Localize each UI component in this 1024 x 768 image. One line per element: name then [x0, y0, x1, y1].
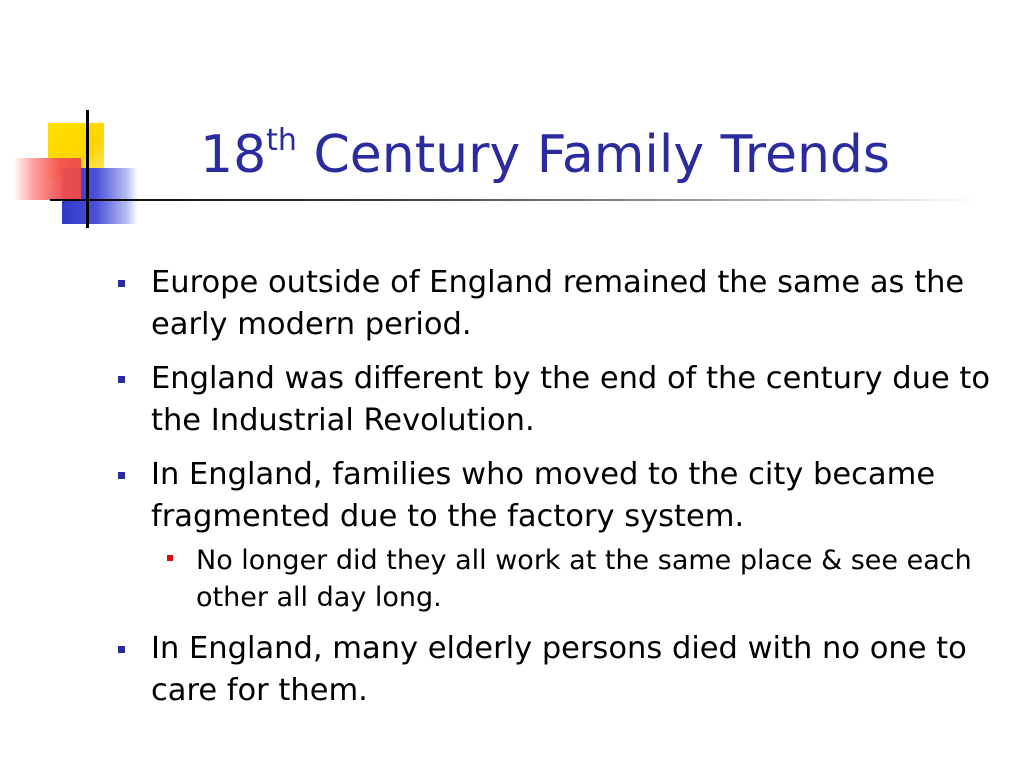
sub-bullet-square-icon	[167, 555, 173, 561]
bullet-item	[116, 628, 996, 712]
bullet-text: In England, many elderly persons died with no one to care for them.	[151, 631, 967, 708]
bullet-square-icon	[118, 376, 125, 383]
title-superscript: th	[266, 123, 297, 158]
title-underline	[50, 199, 980, 201]
bullet-text: England was different by the end of the century due to the Industrial Revolution.	[151, 361, 991, 438]
bullet-item	[116, 454, 996, 538]
decorative-squares-logo	[0, 0, 160, 240]
bullet-item	[116, 358, 996, 442]
title-rest: Century Family Trends	[296, 125, 891, 185]
slide-title	[200, 120, 890, 190]
bullet-list	[116, 262, 996, 724]
sub-bullet-text: No longer did they all work at the same place & see each other all day long.	[196, 545, 972, 613]
bullet-item	[116, 262, 996, 346]
red-square	[13, 158, 81, 200]
vertical-rule	[86, 110, 89, 228]
sub-bullet-item	[161, 542, 996, 616]
bullet-text: Europe outside of England remained the same as the early modern period.	[151, 265, 965, 342]
title-number: 18	[200, 125, 267, 185]
bullet-square-icon	[118, 646, 125, 653]
bullet-square-icon	[118, 280, 125, 287]
bullet-square-icon	[118, 472, 125, 479]
bullet-text: In England, families who moved to the city became fragmented due to the factory system.	[151, 457, 936, 534]
